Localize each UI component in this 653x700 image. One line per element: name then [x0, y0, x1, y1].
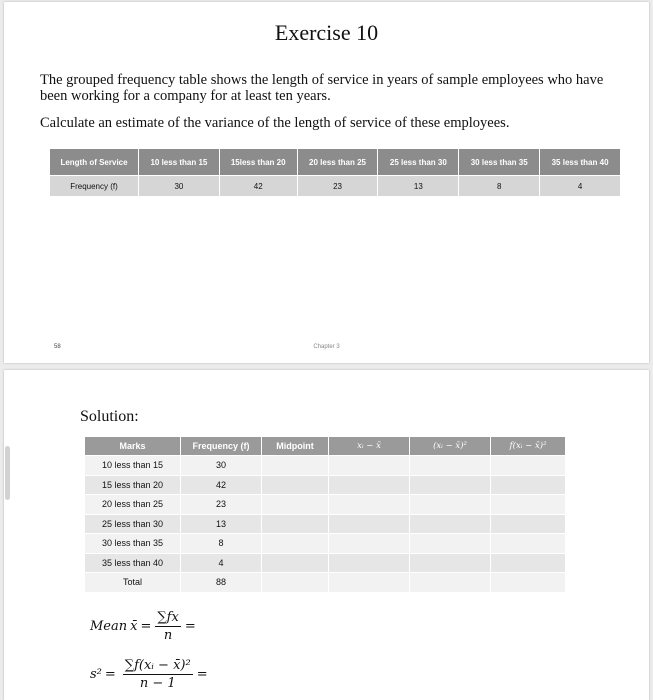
scrollbar-thumb[interactable]: [5, 446, 10, 500]
table-cell: Frequency (f): [50, 176, 139, 197]
table-cell: 4: [540, 176, 621, 197]
table-row: [85, 495, 566, 515]
fraction-denominator: n: [163, 628, 173, 643]
table-cell: [329, 553, 410, 573]
table-header-cell: f(xᵢ − x̄)²: [491, 437, 566, 456]
table-header-cell: Length of Service: [50, 149, 139, 176]
equals-sign: =: [104, 667, 116, 682]
table-cell: [262, 495, 329, 515]
table-header-cell: 25 less than 30: [378, 149, 459, 176]
table-cell: 30 less than 35: [85, 534, 181, 554]
solution-table: [84, 436, 566, 593]
table-row: [50, 176, 621, 197]
table-cell: 20 less than 25: [85, 495, 181, 515]
solution-label: Solution:: [80, 408, 139, 425]
variance-symbol: s²: [90, 667, 102, 682]
table-cell: 25 less than 30: [85, 514, 181, 534]
equals-sign: =: [140, 619, 152, 634]
mean-formula: [90, 610, 196, 643]
table-cell: [491, 553, 566, 573]
solution-slide: [4, 370, 649, 700]
table-cell: 42: [219, 176, 297, 197]
fraction-denominator: n − 1: [139, 676, 176, 691]
table-cell: 23: [297, 176, 378, 197]
table-cell: [410, 456, 491, 476]
frequency-table: [49, 148, 621, 197]
table-cell: 8: [459, 176, 540, 197]
variance-fraction: [123, 658, 193, 691]
table-cell: [410, 475, 491, 495]
table-header-cell: 20 less than 25: [297, 149, 378, 176]
table-cell: 30: [181, 456, 262, 476]
mean-fraction: [155, 610, 180, 643]
table-cell: 35 less than 40: [85, 553, 181, 573]
table-row: [85, 553, 566, 573]
mean-symbol: x̄: [130, 619, 138, 634]
table-header-cell: 35 less than 40: [540, 149, 621, 176]
table-header-cell: Frequency (f): [181, 437, 262, 456]
table-cell: [491, 514, 566, 534]
table-header-cell: (xᵢ − x̄)²: [410, 437, 491, 456]
table-cell: [329, 534, 410, 554]
table-cell: [410, 534, 491, 554]
table-cell: [329, 573, 410, 593]
table-cell: 4: [181, 553, 262, 573]
table-cell: 88: [181, 573, 262, 593]
slide-title: Exercise 10: [274, 20, 379, 45]
table-cell: [491, 495, 566, 515]
variance-formula: [90, 658, 208, 691]
table-cell: [262, 534, 329, 554]
table-cell: [491, 456, 566, 476]
table-cell: [491, 573, 566, 593]
table-cell: [329, 495, 410, 515]
table-total-row: [85, 573, 566, 593]
page-number: 58: [54, 344, 61, 350]
table-header-cell: 15less than 20: [219, 149, 297, 176]
problem-paragraph-1: The grouped frequency table shows the length of service in years of sample employees who have been working for a company for at least ten years.: [40, 72, 604, 104]
table-cell: 13: [181, 514, 262, 534]
table-cell: 13: [378, 176, 459, 197]
table-cell: [329, 456, 410, 476]
table-header-cell: xᵢ − x̄: [329, 437, 410, 456]
exercise-slide: [4, 2, 649, 363]
table-header-cell: 10 less than 15: [139, 149, 220, 176]
table-cell: [262, 475, 329, 495]
table-row: [85, 534, 566, 554]
table-cell: 30: [139, 176, 220, 197]
table-header-row: [50, 149, 621, 176]
table-header-row: [85, 437, 566, 456]
table-cell: [410, 553, 491, 573]
equals-sign: =: [184, 619, 196, 634]
table-cell: 15 less than 20: [85, 475, 181, 495]
problem-paragraph-2: Calculate an estimate of the variance of the length of service of these employees.: [40, 115, 510, 131]
table-cell: [329, 475, 410, 495]
table-cell: [410, 495, 491, 515]
table-header-cell: Midpoint: [262, 437, 329, 456]
table-cell: [262, 456, 329, 476]
table-cell: Total: [85, 573, 181, 593]
table-row: [85, 514, 566, 534]
table-cell: [262, 514, 329, 534]
table-cell: [491, 534, 566, 554]
chapter-footer: Chapter 3: [313, 344, 340, 350]
table-row: [85, 456, 566, 476]
table-cell: [410, 573, 491, 593]
table-cell: [262, 573, 329, 593]
table-cell: [329, 514, 410, 534]
equals-sign: =: [196, 667, 208, 682]
table-cell: [491, 475, 566, 495]
table-header-cell: Marks: [85, 437, 181, 456]
table-cell: [410, 514, 491, 534]
table-header-cell: 30 less than 35: [459, 149, 540, 176]
table-cell: 23: [181, 495, 262, 515]
table-cell: 42: [181, 475, 262, 495]
table-cell: 8: [181, 534, 262, 554]
mean-label: Mean: [90, 619, 128, 634]
fraction-numerator: ∑f(xᵢ − x̄)²: [124, 658, 191, 673]
table-cell: 10 less than 15: [85, 456, 181, 476]
table-cell: [262, 553, 329, 573]
fraction-numerator: ∑fx: [157, 610, 179, 625]
table-row: [85, 475, 566, 495]
